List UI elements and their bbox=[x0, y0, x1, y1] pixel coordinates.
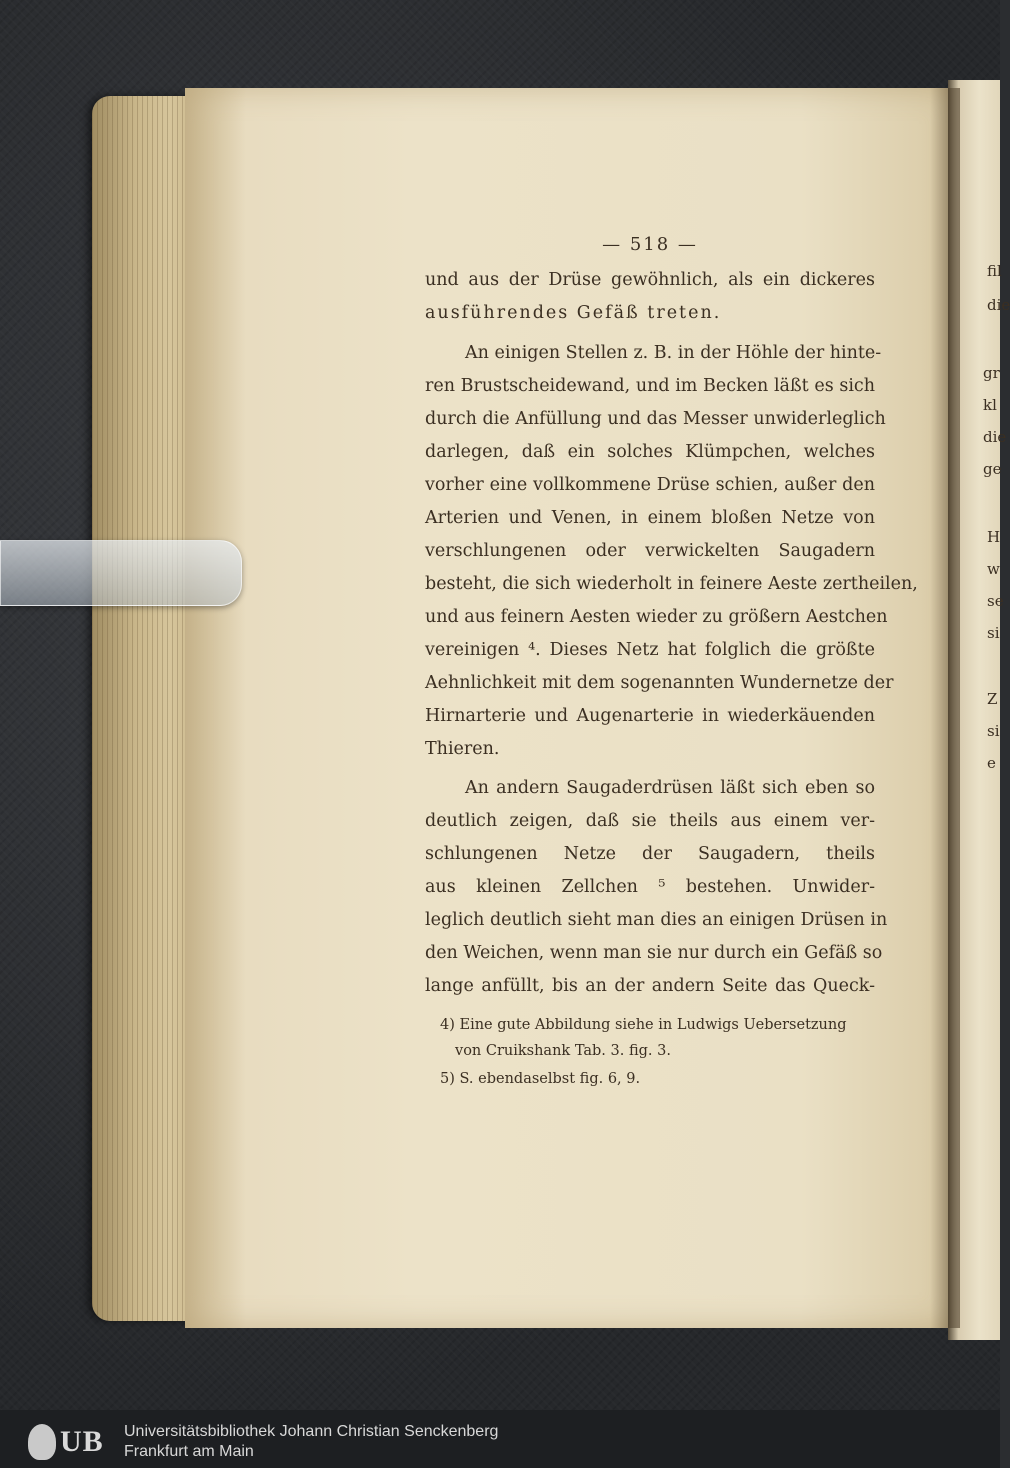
text-line: ausführendes Gefäß treten. bbox=[425, 303, 722, 323]
text-line: lange anfüllt, bis an der andern Seite das Queck- bbox=[425, 976, 875, 996]
text-line: An andern Saugaderdrüsen läßt sich eben so bbox=[465, 778, 875, 798]
facing-page-fragment: w bbox=[987, 560, 1000, 578]
text-line: Aehnlichkeit mit dem sogenannten Wundernetze der bbox=[425, 673, 894, 693]
senckenberg-portrait-icon bbox=[28, 1424, 56, 1460]
footnote: 4) Eine gute Abbildung siehe in Ludwigs Uebersetzung bbox=[440, 1017, 847, 1033]
text-line: Hirnarterie und Augenarterie in wiederkäuenden bbox=[425, 706, 875, 726]
footnote: von Cruikshank Tab. 3. fig. 3. bbox=[455, 1043, 671, 1059]
text-line: schlungenen Netze der Saugadern, theils bbox=[425, 844, 875, 864]
text-line: durch die Anfüllung und das Messer unwiderleglich bbox=[425, 409, 886, 429]
footnote: 5) S. ebendaselbst fig. 6, 9. bbox=[440, 1071, 641, 1087]
page-shadow bbox=[185, 88, 245, 1328]
text-line: verschlungenen oder verwickelten Saugadern bbox=[425, 541, 875, 561]
facing-page-fragment: die bbox=[987, 296, 1010, 314]
facing-page-fragment: Z bbox=[987, 690, 998, 708]
gutter-shadow bbox=[930, 88, 960, 1328]
text-line: darlegen, daß ein solches Klümpchen, welches bbox=[425, 442, 875, 462]
ub-logo bbox=[28, 1422, 120, 1462]
text-line: Thieren. bbox=[425, 739, 500, 759]
text-line: Arterien und Venen, in einem bloßen Netze von bbox=[425, 508, 875, 528]
page-number-header: — 518 — bbox=[602, 234, 698, 255]
facing-page-fragment: ge bbox=[983, 460, 1002, 478]
facing-page-fragment: kl bbox=[983, 396, 997, 414]
institution-name: Universitätsbibliothek Johann Christian Senckenberg bbox=[124, 1423, 499, 1440]
text-line: und aus feinern Aesten wieder zu größern Aestchen bbox=[425, 607, 888, 627]
facing-page-fragment: si bbox=[987, 722, 1000, 740]
glass-page-weight bbox=[0, 540, 242, 606]
institution-city: Frankfurt am Main bbox=[124, 1443, 254, 1460]
facing-page-fragment: fil bbox=[987, 262, 1002, 280]
facing-page-fragment: gr bbox=[983, 364, 1000, 382]
facing-page-fragment: se bbox=[987, 592, 1004, 610]
text-line: deutlich zeigen, daß sie theils aus einem ver- bbox=[425, 811, 875, 831]
text-line: vorher eine vollkommene Drüse schien, außer den bbox=[425, 475, 875, 495]
facing-page-fragment: si bbox=[987, 624, 1000, 642]
text-line: ren Brustscheidewand, und im Becken läßt es sich bbox=[425, 376, 875, 396]
text-line: aus kleinen Zellchen ⁵ bestehen. Unwider- bbox=[425, 877, 875, 897]
text-line: vereinigen ⁴. Dieses Netz hat folglich die größte bbox=[425, 640, 875, 660]
ub-logo-text: UB bbox=[60, 1425, 104, 1458]
text-line: und aus der Drüse gewöhnlich, als ein dickeres bbox=[425, 270, 875, 290]
text-line: besteht, die sich wiederholt in feinere Aeste zertheilen, bbox=[425, 574, 918, 594]
facing-page-fragment: die bbox=[983, 428, 1007, 446]
facing-page-fragment: H bbox=[987, 528, 1001, 546]
text-line: leglich deutlich sieht man dies an einigen Drüsen in bbox=[425, 910, 888, 930]
text-line: den Weichen, wenn man sie nur durch ein Gefäß so bbox=[425, 943, 883, 963]
text-line: An einigen Stellen z. B. in der Höhle der hinte- bbox=[465, 343, 882, 363]
facing-page-fragment: e bbox=[987, 754, 996, 772]
